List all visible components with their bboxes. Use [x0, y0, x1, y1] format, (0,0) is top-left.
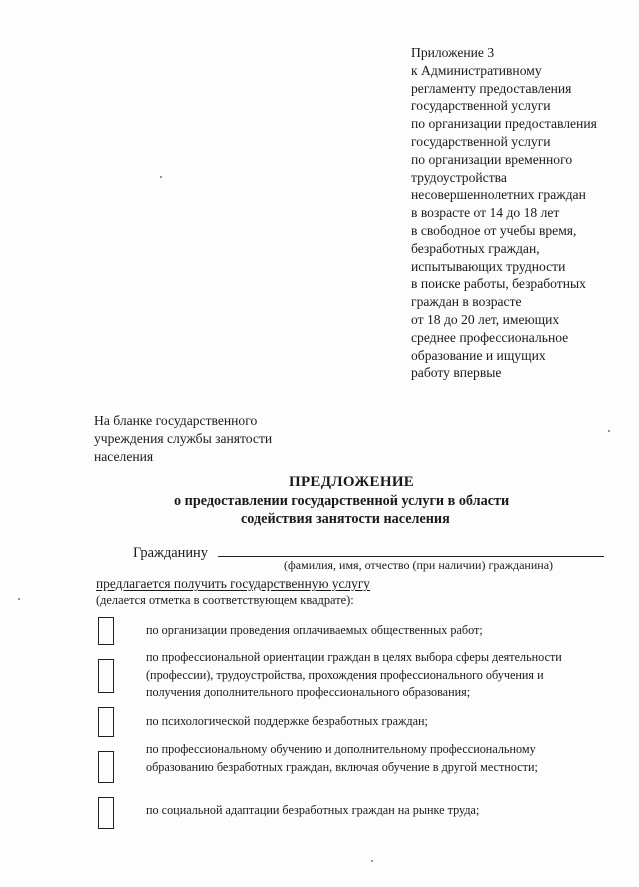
annex-line: граждан в возрасте [411, 294, 522, 310]
annex-line: по организации временного [411, 151, 573, 167]
annex-line: работу впервые [411, 365, 502, 381]
annex-line: Приложение 3 [411, 45, 495, 60]
option-line: по профессиональной ориентации граждан в целях выбора сферы деятельности [146, 650, 562, 664]
option-career-guidance [146, 649, 562, 702]
document-title: ПРЕДЛОЖЕНИЕ [289, 474, 415, 490]
option-checkbox-public-works[interactable] [98, 617, 114, 645]
option-psychological-support [146, 713, 428, 731]
option-line: по социальной адаптации безработных граждан на рынке труда; [146, 803, 480, 817]
option-public-works [146, 622, 483, 640]
option-checkbox-psychological-support[interactable] [98, 707, 114, 737]
annex-line: по организации предоставления [411, 116, 597, 132]
letterhead-line: На бланке государственного [94, 413, 258, 428]
document-subtitle-line1: о предоставлении государственной услуги в области [174, 493, 510, 509]
annex-line: государственной услуги [411, 98, 551, 114]
document-subtitle-line2: содействия занятости населения [241, 511, 450, 527]
scan-speck [18, 598, 20, 600]
scan-speck [160, 176, 162, 178]
citizen-name-field[interactable] [218, 556, 604, 557]
letterhead-note [94, 412, 272, 465]
annex-line: государственной услуги [411, 133, 551, 149]
annex-line: в свободное от учебы время, [411, 222, 577, 238]
annex-line: испытывающих трудности [411, 258, 566, 274]
annex-line: в возрасте от 14 до 18 лет [411, 205, 560, 221]
option-line: образованию безработных граждан, включая обучение в другой местности; [146, 759, 538, 774]
scan-speck [608, 430, 610, 432]
scan-speck [371, 860, 373, 862]
offer-instruction: (делается отметка в соответствующем квадрате): [96, 593, 354, 607]
letterhead-line: учреждения службы занятости [94, 430, 273, 446]
annex-line: образование и ищущих [411, 347, 546, 363]
citizen-label: Гражданину [133, 545, 208, 561]
annex-line: несовершеннолетних граждан [411, 187, 586, 203]
option-vocational-training [146, 741, 538, 776]
option-social-adaptation [146, 802, 479, 820]
annex-line: регламенту предоставления [411, 80, 572, 96]
option-line: по психологической поддержке безработных граждан; [146, 714, 428, 728]
citizen-field-hint: (фамилия, имя, отчество (при наличии) гражданина) [284, 558, 554, 572]
letterhead-line: населения [94, 448, 154, 464]
annex-line: трудоустройства [411, 169, 507, 185]
option-checkbox-vocational-training[interactable] [98, 751, 114, 783]
option-checkbox-social-adaptation[interactable] [98, 797, 114, 829]
offer-statement: предлагается получить государственную услугу [96, 576, 371, 591]
annex-header [411, 44, 631, 382]
annex-line: безработных граждан, [411, 240, 540, 256]
annex-line: от 18 до 20 лет, имеющих [411, 311, 560, 327]
annex-line: среднее профессиональное [411, 329, 569, 345]
option-checkbox-career-guidance[interactable] [98, 659, 114, 693]
option-line: получения дополнительного профессионального образования; [146, 685, 471, 699]
annex-line: в поиске работы, безработных [411, 276, 586, 292]
option-line: по организации проведения оплачиваемых общественных работ; [146, 623, 483, 637]
annex-line: к Административному [411, 62, 542, 78]
option-line: (профессии), трудоустройства, прохождения профессионального обучения и [146, 667, 544, 682]
option-line: по профессиональному обучению и дополнительному профессиональному [146, 742, 536, 756]
